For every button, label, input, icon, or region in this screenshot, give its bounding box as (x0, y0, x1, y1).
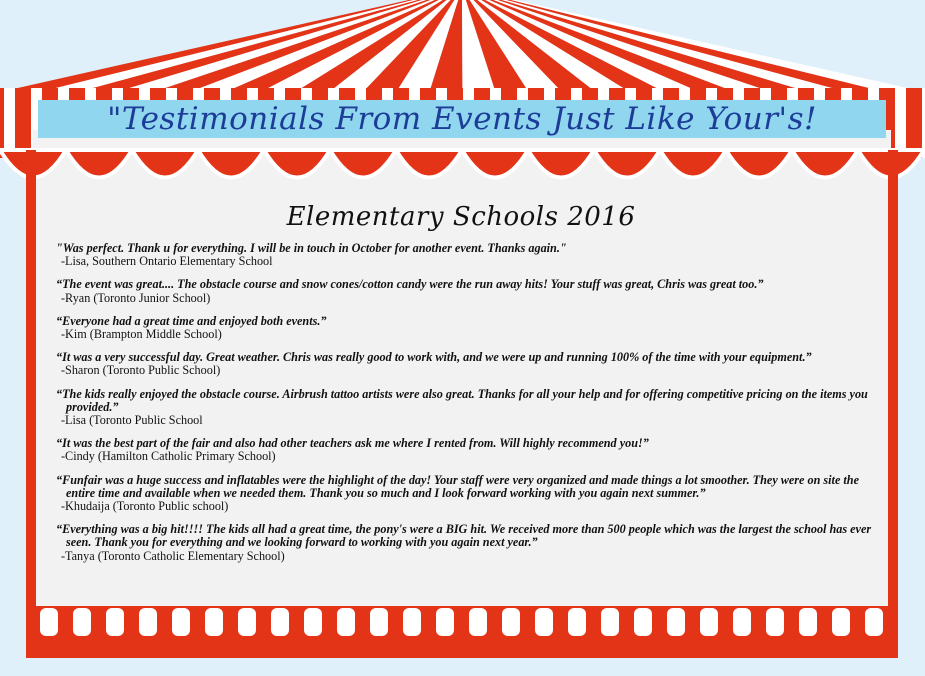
valance-stripe (895, 88, 906, 158)
bottom-cutout (799, 608, 817, 636)
valance-stripe (4, 88, 15, 158)
bottom-cutout (733, 608, 751, 636)
testimonial-quote: "Was perfect. Thank u for everything. I will be in touch in October for another event. Thanks again." (56, 241, 567, 255)
bottom-cutout (568, 608, 586, 636)
bottom-cutout (403, 608, 421, 636)
testimonial-author: -Ryan (Toronto Junior School) (61, 290, 211, 305)
bottom-cutout (106, 608, 124, 636)
tent-bottom-border (26, 606, 898, 658)
testimonial-quote: “The kids really enjoyed the obstacle course. Airbrush tattoo artists were also great. Thanks for all your help and for offering competitive pricing on the items you provided.” (56, 386, 868, 414)
testimonial-quote: “Everything was a big hit!!!! The kids all had a great time, the pony's were a BIG hit. We received more than 500 people which was the largest the school has ever seen. Thank you for everything and we looking forward to working with you again next year.” (56, 522, 872, 550)
testimonial-item (56, 315, 880, 341)
testimonial-author: -Khudaija (Toronto Public school) (61, 499, 229, 514)
testimonial-quote: “It was the best part of the fair and also had other teachers ask me where I rented from. Will highly recommend you!” (56, 436, 649, 451)
bottom-cutout (172, 608, 190, 636)
tent-post-right (888, 150, 898, 620)
testimonial-list (42, 242, 880, 563)
testimonial-author: -Lisa (Toronto Public School (61, 413, 203, 428)
testimonial-quote: “Everyone had a great time and enjoyed both events.” (56, 313, 327, 328)
bottom-cutout (337, 608, 355, 636)
bottom-cutout (205, 608, 223, 636)
testimonial-item (56, 388, 880, 428)
testimonial-panel (42, 196, 880, 606)
section-title: Elementary Schools 2016 (286, 202, 636, 232)
bottom-cutout (700, 608, 718, 636)
bottom-cutout (238, 608, 256, 636)
testimonial-quote: “It was a very successful day. Great weather. Chris was really good to work with, and we were up and running 100% of the time with your equipment.” (56, 350, 812, 365)
bottom-cutout (271, 608, 289, 636)
testimonial-author: -Lisa, Southern Ontario Elementary School (61, 254, 273, 269)
testimonial-author: -Sharon (Toronto Public School) (61, 363, 221, 378)
banner-title: "Testimonials From Events Just Like Your's! (38, 100, 886, 138)
bottom-cutout (40, 608, 58, 636)
testimonial-item (56, 278, 880, 304)
testimonial-item (56, 523, 880, 563)
bottom-cutout (535, 608, 553, 636)
bottom-cutout (766, 608, 784, 636)
bottom-cutout (667, 608, 685, 636)
tent-post-left (26, 150, 36, 620)
testimonial-quote: “The event was great.... The obstacle course and snow cones/cotton candy were the run away hits! Your stuff was great, Chris was great too.” (56, 277, 764, 292)
bottom-cutout (832, 608, 850, 636)
testimonial-item (56, 242, 880, 268)
bottom-cutout (634, 608, 652, 636)
bottom-cutout (502, 608, 520, 636)
testimonial-quote: “Funfair was a huge success and inflatables were the highlight of the day! Your staff were very organized and made things a lot smoother. They were on site the entire time and available when we needed them. Thank you so much and I look forward working with you again next summer.” (56, 472, 859, 500)
tent-roof (0, 0, 925, 100)
testimonial-item (56, 437, 880, 463)
bottom-cutout (139, 608, 157, 636)
bottom-cutout (73, 608, 91, 636)
testimonial-item (56, 474, 880, 514)
testimonial-author: -Kim (Brampton Middle School) (61, 327, 222, 342)
bottom-cutout (370, 608, 388, 636)
bottom-cutout (865, 608, 883, 636)
bottom-cutout (304, 608, 322, 636)
bottom-cutout (601, 608, 619, 636)
testimonial-author: -Tanya (Toronto Catholic Elementary School) (61, 548, 285, 563)
bottom-cutout (469, 608, 487, 636)
testimonial-author: -Cindy (Hamilton Catholic Primary School) (61, 449, 276, 464)
testimonial-item (56, 351, 880, 377)
bottom-cutout (436, 608, 454, 636)
